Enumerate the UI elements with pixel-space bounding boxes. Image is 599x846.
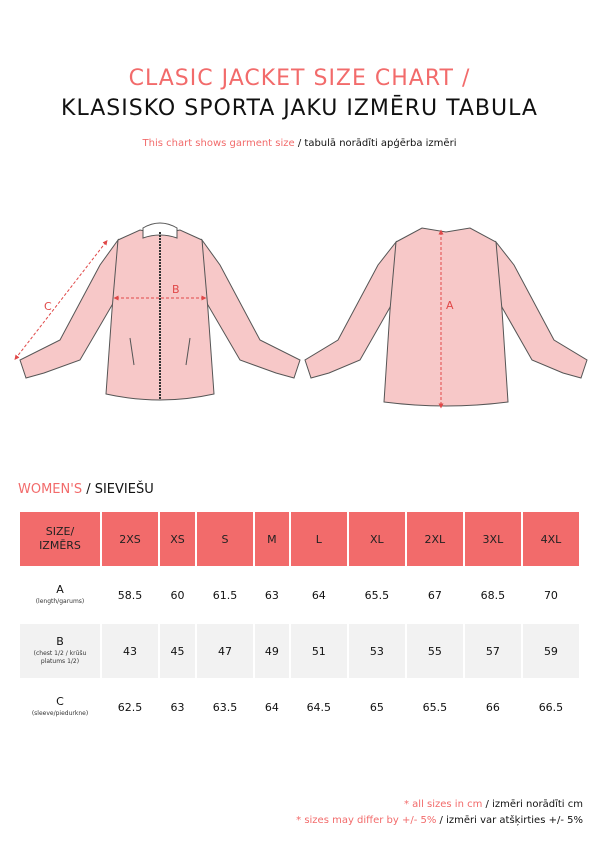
table-cell: 65	[369, 700, 384, 714]
size-l: L	[291, 512, 347, 566]
note-units	[404, 799, 583, 810]
table-cell: 53	[349, 624, 405, 678]
size-2xs: 2XS	[102, 512, 158, 566]
table-cell: 51	[291, 624, 347, 678]
size-3xl: 3XL	[465, 512, 521, 566]
table-cell: 66.5	[538, 700, 564, 714]
jacket-back	[305, 228, 587, 406]
table-cell: 59	[523, 624, 579, 678]
table-cell: 63	[264, 588, 279, 602]
size-header-row	[20, 512, 579, 566]
size-4xl: 4XL	[523, 512, 579, 566]
size-xl: XL	[349, 512, 405, 566]
section-title-latvian: / SIEVIEŠU	[82, 482, 154, 497]
row-label-a-text: A	[56, 583, 64, 596]
subtitle-english: This chart shows garment size	[142, 138, 295, 149]
table-cell: 70	[543, 588, 558, 602]
size-2xl: 2XL	[407, 512, 463, 566]
note-tolerance-english: sizes may differ by +/- 5%	[304, 815, 437, 826]
note-units-english: all sizes in cm	[412, 799, 483, 810]
table-cell: 66	[485, 700, 500, 714]
table-cell: 64	[311, 588, 326, 602]
table-cell: 43	[102, 624, 158, 678]
table-cell: 65.5	[422, 700, 448, 714]
table-cell: 47	[197, 624, 253, 678]
measure-c-label: C	[44, 300, 52, 313]
title-english: CLASIC JACKET SIZE CHART /	[128, 66, 471, 91]
note-units-latvian: / izmēri norādīti cm	[482, 799, 583, 810]
note-units-star: *	[403, 799, 413, 810]
row-label-b-sub: (chest 1/2 / krūšu platums 1/2)	[33, 650, 87, 665]
size-header-line1: SIZE/	[45, 525, 75, 538]
table-cell: 45	[160, 624, 195, 678]
table-cell: 68.5	[480, 588, 506, 602]
section-title	[18, 482, 154, 497]
size-header-label	[20, 512, 100, 566]
row-label-b-text: B	[56, 635, 64, 648]
table-cell: 64	[264, 700, 279, 714]
table-cell: 64.5	[306, 700, 332, 714]
table-cell: 63	[170, 700, 185, 714]
size-table	[18, 510, 581, 736]
size-s: S	[197, 512, 253, 566]
section-title-english: WOMEN'S	[18, 482, 83, 497]
measure-a-label: A	[446, 299, 454, 312]
table-cell: 58.5	[117, 588, 143, 602]
size-xs: XS	[160, 512, 195, 566]
row-label-b	[20, 624, 100, 678]
measure-b-label: B	[172, 283, 180, 296]
table-cell: 57	[465, 624, 521, 678]
note-tolerance-star: *	[296, 815, 305, 826]
jacket-illustration	[0, 210, 599, 410]
subtitle-latvian: / tabulā norādīti apģērba izmēri	[294, 138, 457, 149]
table-row-a	[20, 568, 579, 622]
table-cell: 65.5	[364, 588, 390, 602]
title-latvian: KLASISKO SPORTA JAKU IZMĒRU TABULA	[61, 96, 538, 121]
table-cell: 60	[170, 588, 185, 602]
table-cell: 61.5	[212, 588, 238, 602]
row-label-c-sub: (sleeve/piedurkne)	[31, 710, 89, 717]
row-label-a	[20, 568, 100, 622]
table-cell: 49	[255, 624, 289, 678]
size-m: M	[255, 512, 289, 566]
table-row-b	[20, 624, 579, 678]
table-cell: 67	[427, 588, 442, 602]
size-header-line2: IZMĒRS	[39, 539, 81, 552]
subtitle	[0, 138, 599, 149]
table-cell: 55	[407, 624, 463, 678]
note-tolerance-latvian: / izmēri var atšķirties +/- 5%	[436, 815, 583, 826]
table-cell: 62.5	[117, 700, 143, 714]
note-tolerance	[296, 815, 583, 826]
row-label-a-sub: (length/garums)	[35, 598, 85, 605]
row-label-c	[20, 680, 100, 734]
table-row-c	[20, 680, 579, 734]
row-label-c-text: C	[56, 695, 64, 708]
table-cell: 63.5	[212, 700, 238, 714]
